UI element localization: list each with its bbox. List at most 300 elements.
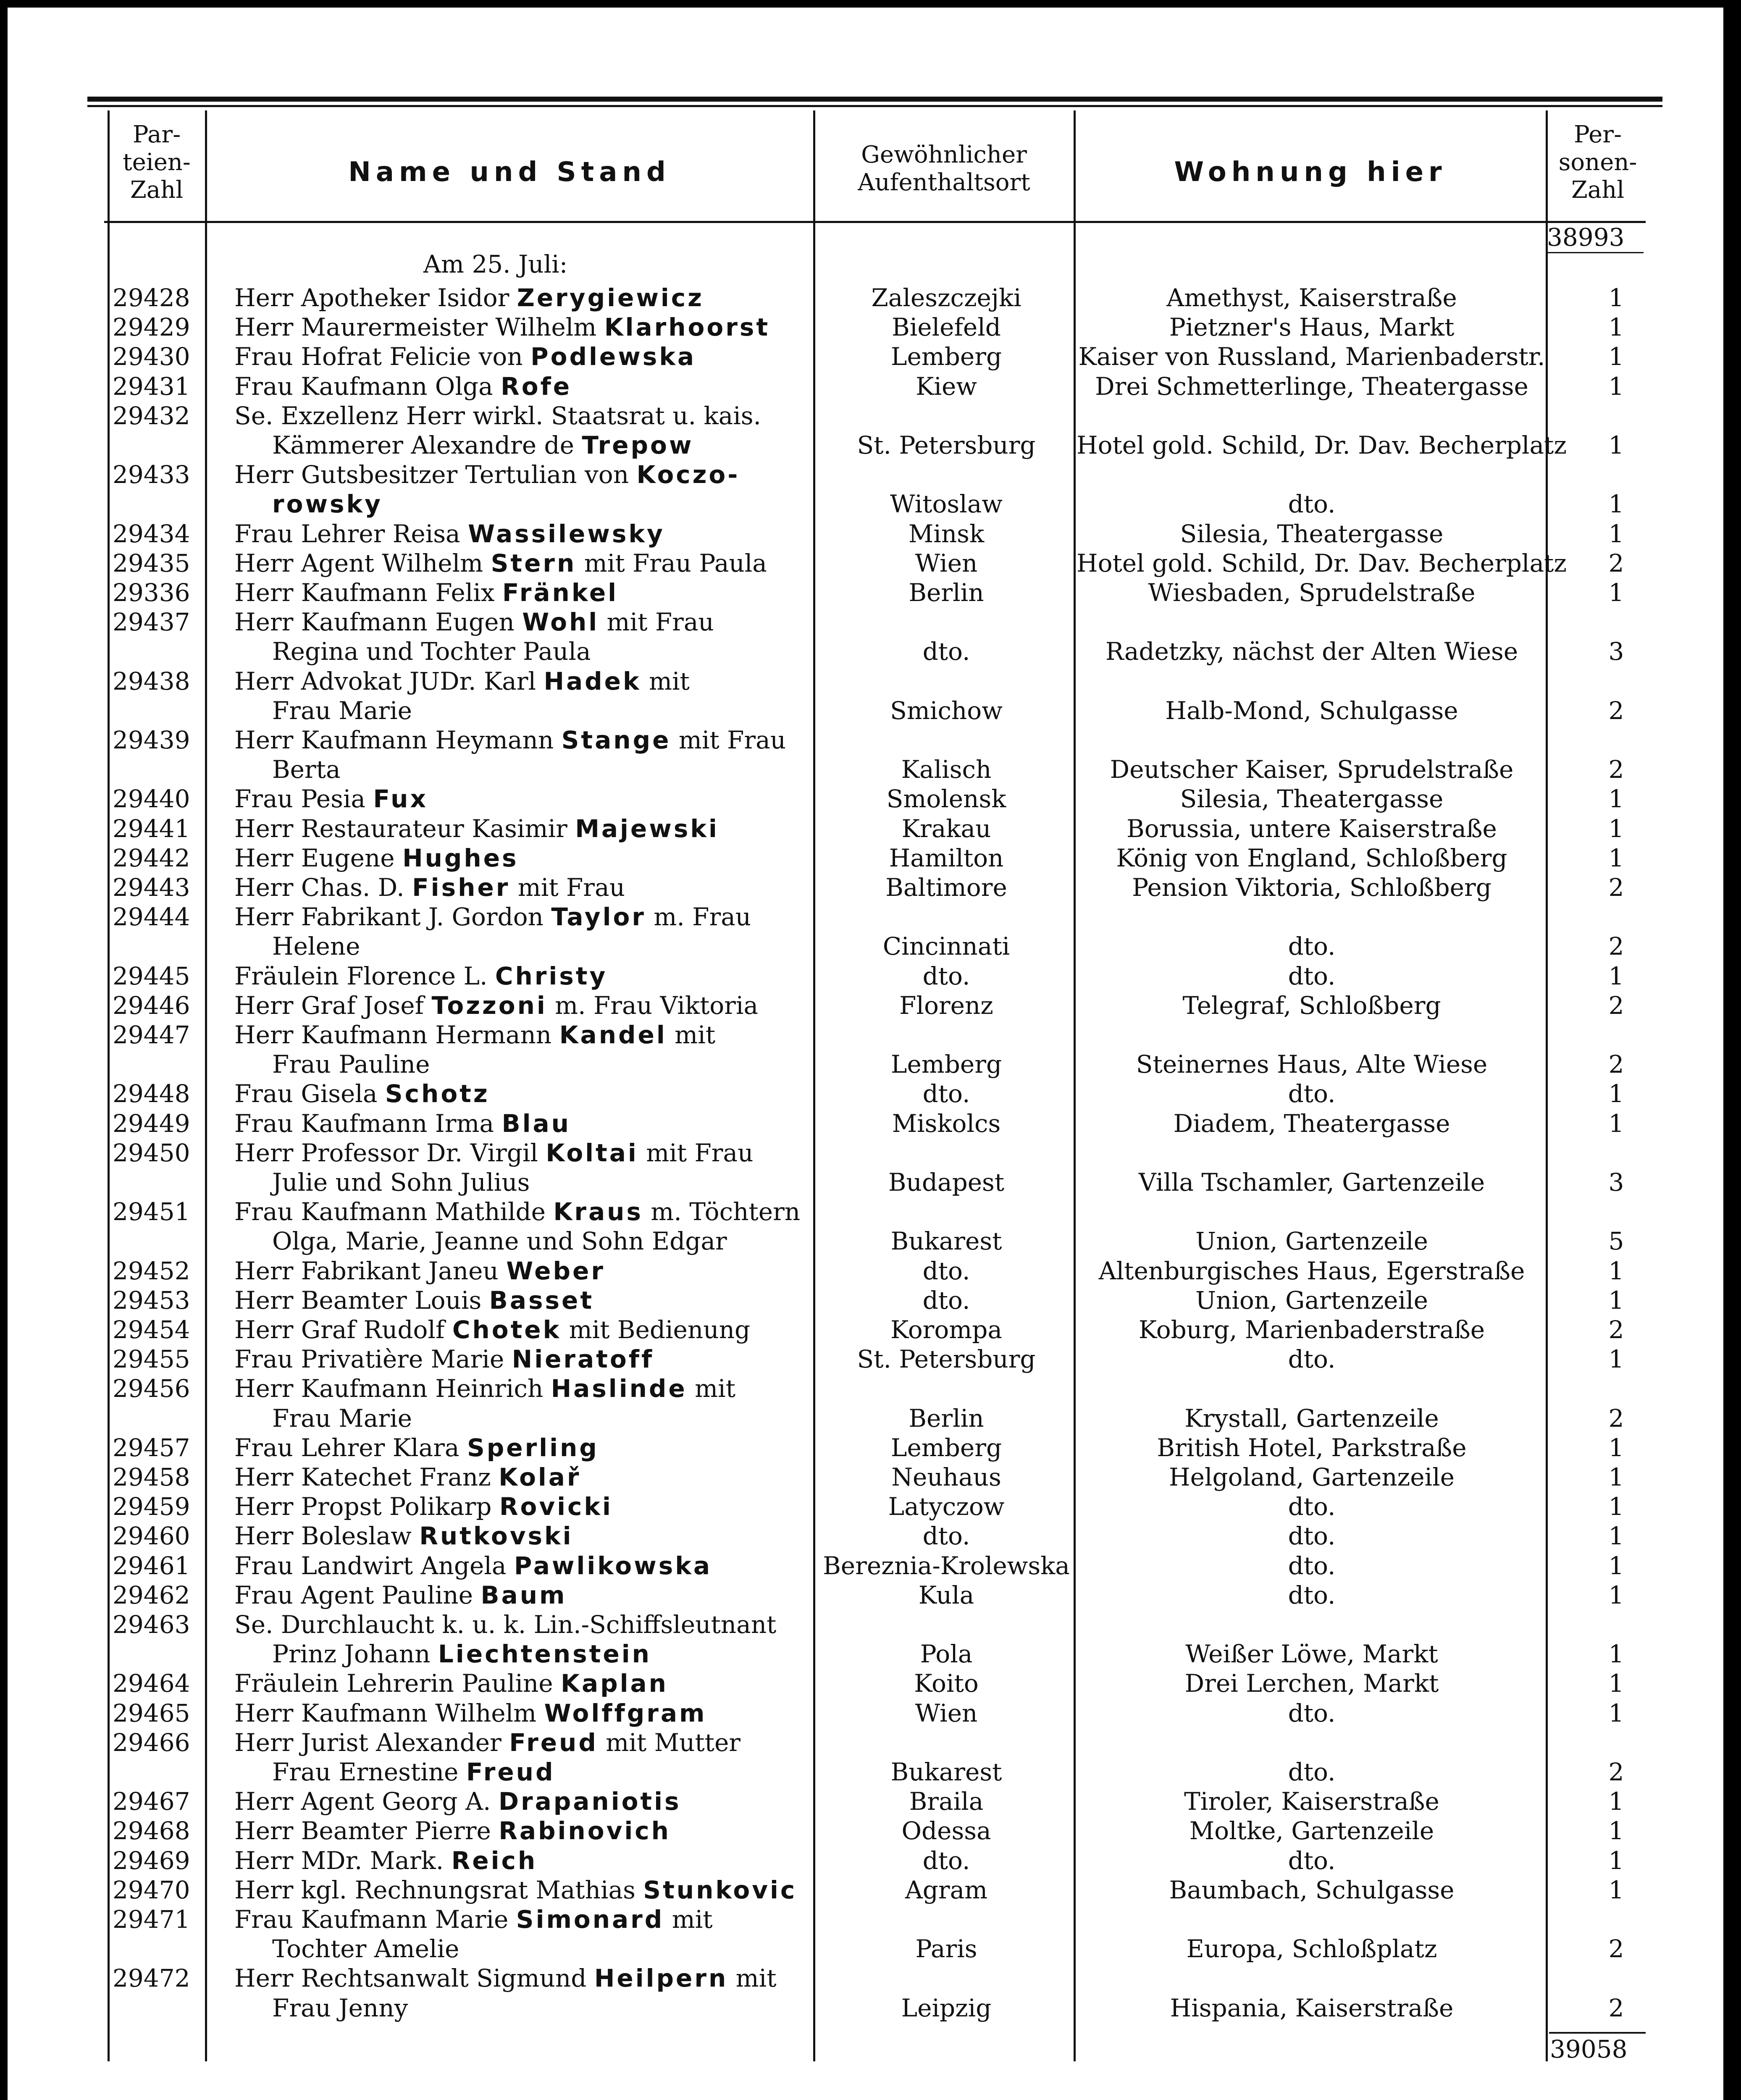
- entry-name-line: [234, 374, 572, 399]
- entry-name-prefix: Frau Kaufmann Olga: [234, 372, 501, 401]
- person-count: 2: [1608, 991, 1624, 1020]
- usual-residence: Wien: [915, 1698, 978, 1727]
- usual-residence: Koito: [914, 1669, 979, 1698]
- entry-surname: Kraus: [553, 1197, 643, 1226]
- usual-residence: Kalisch: [901, 755, 992, 784]
- party-number: 29450: [113, 1138, 190, 1167]
- entry-surname: Stange: [561, 726, 671, 754]
- entry-name-line: [234, 1816, 671, 1845]
- entry-name-line: [234, 1256, 605, 1285]
- entry-name-prefix: Herr Fabrikant J. Gordon: [234, 903, 551, 932]
- lodging-here: Steinernes Haus, Alte Wiese: [1136, 1050, 1488, 1079]
- entry-surname: Chotek: [452, 1315, 562, 1344]
- entry-name-continuation: [234, 757, 341, 782]
- usual-residence: dto.: [922, 637, 970, 666]
- lodging-here: British Hotel, Parkstraße: [1157, 1433, 1467, 1462]
- party-number: 29461: [113, 1551, 190, 1580]
- person-count: 1: [1608, 814, 1624, 843]
- entry-name-line: [234, 344, 696, 369]
- person-count: 1: [1608, 1492, 1624, 1521]
- usual-residence: dto.: [922, 961, 970, 990]
- entry-name-line: [234, 1612, 776, 1637]
- entry-name-prefix: Frau Lehrer Klara: [234, 1433, 467, 1462]
- entry-name-prefix: Herr Graf Josef: [234, 991, 432, 1020]
- entry-surname: Podlewska: [530, 342, 696, 371]
- entry-name-prefix: Herr Eugene: [234, 843, 403, 872]
- lodging-here: Radetzky, nächst der Alten Wiese: [1105, 637, 1518, 666]
- entry-name-prefix: Herr Apotheker Isidor: [234, 284, 517, 312]
- entry-surname: Basset: [489, 1286, 594, 1315]
- usual-residence: Zaleszczejki: [871, 284, 1021, 312]
- person-count: 1: [1608, 1846, 1624, 1875]
- entry-name-continuation: [234, 1640, 651, 1669]
- entry-surname: Fisher: [412, 873, 510, 902]
- entry-name-suffix: m. Frau Viktoria: [547, 991, 759, 1020]
- entry-name-prefix: Herr Propst Polikarp: [234, 1492, 499, 1521]
- entry-name-continuation: [234, 639, 591, 664]
- usual-residence: dto.: [922, 1522, 970, 1551]
- lodging-here: Amethyst, Kaiserstraße: [1166, 284, 1457, 312]
- entry-name-line: [234, 519, 665, 548]
- party-number: 29448: [113, 1079, 190, 1108]
- person-count: 1: [1608, 1109, 1624, 1138]
- entry-surname: Hughes: [402, 843, 519, 872]
- person-count: 1: [1608, 284, 1624, 312]
- person-count: 1: [1608, 1698, 1624, 1727]
- party-number: 29468: [113, 1816, 190, 1845]
- person-count: 1: [1608, 578, 1624, 607]
- header-persons-line1: Per-: [1574, 121, 1622, 148]
- entry-surname: Kolař: [499, 1463, 581, 1491]
- entry-name-continuation: [234, 932, 360, 961]
- entry-name-line: [234, 728, 786, 752]
- entry-name-suffix: mit Frau: [638, 1138, 754, 1167]
- entry-name-prefix: Se. Durchlaucht k. u. k. Lin.-Schiffsleutnant: [234, 1610, 777, 1639]
- entry-name-prefix: Herr kgl. Rechnungsrat Mathias: [234, 1875, 643, 1904]
- entry-name-prefix: Se. Exzellenz Herr wirkl. Staatsrat u. kais.: [234, 401, 761, 430]
- entry-name-suffix: m. Töchtern: [643, 1197, 801, 1226]
- entry-name-prefix: Herr Professor Dr. Virgil: [234, 1138, 546, 1167]
- lodging-here: Weißer Löwe, Markt: [1185, 1640, 1438, 1669]
- person-count: 1: [1608, 1551, 1624, 1580]
- lodging-here: König von England, Schloßberg: [1116, 843, 1507, 872]
- entry-surname: Rofe: [501, 372, 572, 401]
- entry-name-suffix: mit Frau Paula: [576, 549, 767, 578]
- party-number: 29430: [113, 342, 190, 371]
- person-count: 1: [1608, 1345, 1624, 1374]
- header-party-count: [108, 121, 205, 204]
- usual-residence: Bielefeld: [892, 313, 1001, 342]
- entry-surname: Rutkovski: [419, 1522, 573, 1551]
- entry-surname: Hadek: [544, 667, 641, 696]
- register-sheet: [8, 8, 1723, 2100]
- usual-residence: Budapest: [888, 1168, 1005, 1197]
- lodging-here: Europa, Schloßplatz: [1186, 1935, 1437, 1964]
- usual-residence: Braila: [909, 1787, 984, 1816]
- party-number: 29444: [113, 903, 190, 932]
- entry-name-prefix: Fräulein Lehrerin Pauline: [234, 1669, 561, 1698]
- party-number: 29465: [113, 1698, 190, 1727]
- party-number: 29441: [113, 814, 190, 843]
- lodging-here: Helgoland, Gartenzeile: [1169, 1463, 1455, 1491]
- lodging-here: Baumbach, Schulgasse: [1169, 1875, 1455, 1904]
- entry-surname: Taylor: [551, 903, 646, 932]
- lodging-here: Telegraf, Schloßberg: [1182, 991, 1441, 1020]
- entry-name-line: [234, 1580, 567, 1609]
- lodging-here: Koburg, Marienbaderstraße: [1138, 1315, 1485, 1344]
- party-number: 29440: [113, 785, 190, 814]
- entry-name-prefix: Herr Kaufmann Heymann: [234, 726, 562, 754]
- usual-residence: dto.: [922, 1286, 970, 1315]
- entry-name-line: [234, 875, 625, 900]
- header-rule: [104, 221, 1646, 223]
- entry-surname: Fux: [373, 785, 428, 814]
- lodging-here: dto.: [1288, 1522, 1336, 1551]
- entry-name-line: [234, 1551, 712, 1580]
- entry-surname: Sperling: [467, 1433, 599, 1462]
- party-number: 29460: [113, 1522, 190, 1551]
- party-number: 29432: [113, 401, 190, 430]
- party-number: 29471: [113, 1905, 190, 1934]
- person-count: 3: [1608, 1168, 1624, 1197]
- usual-residence: Minsk: [908, 519, 985, 548]
- person-count: 1: [1608, 1463, 1624, 1491]
- party-number: 29472: [113, 1964, 190, 1993]
- person-count: 1: [1608, 1875, 1624, 1904]
- entry-surname: Stern: [491, 549, 577, 578]
- lodging-here: Pietzner's Haus, Markt: [1169, 313, 1455, 342]
- entry-name-prefix: Herr Restaurateur Kasimir: [234, 814, 575, 843]
- lodging-here: dto.: [1288, 1079, 1336, 1108]
- person-count: 1: [1608, 1669, 1624, 1698]
- entry-name-continuation-text: Kämmerer Alexandre de: [272, 431, 582, 459]
- entry-name-line: [234, 1907, 713, 1932]
- entry-surname: Pawlikowska: [514, 1551, 712, 1580]
- entry-name-line: [234, 401, 761, 430]
- usual-residence: Witoslaw: [890, 490, 1003, 519]
- party-number: 29443: [113, 873, 190, 902]
- entry-surname: Freud: [509, 1728, 598, 1757]
- lodging-here: Deutscher Kaiser, Sprudelstraße: [1110, 755, 1514, 784]
- person-count: 2: [1608, 1050, 1624, 1079]
- party-number: 29454: [113, 1315, 190, 1344]
- person-count: 2: [1608, 1993, 1624, 2022]
- lodging-here: Hotel gold. Schild, Dr. Dav. Becherplatz: [1077, 549, 1567, 578]
- person-count: 2: [1608, 1935, 1624, 1964]
- entry-surname: rowsky: [272, 490, 383, 519]
- entry-name-prefix: Herr Gutsbesitzer Tertulian von: [234, 460, 637, 489]
- entry-name-line: [234, 1079, 490, 1108]
- header-persons-line2: sonen-: [1558, 149, 1637, 176]
- person-count: 1: [1608, 519, 1624, 548]
- person-count: 2: [1608, 1758, 1624, 1786]
- entry-surname: Wassilewsky: [468, 519, 665, 548]
- usual-residence: Krakau: [901, 814, 991, 843]
- usual-residence: Agram: [905, 1875, 988, 1904]
- entry-name-prefix: Herr Advokat JUDr. Karl: [234, 667, 544, 696]
- usual-residence: Neuhaus: [891, 1463, 1001, 1491]
- party-number: 29449: [113, 1109, 190, 1138]
- person-count: 2: [1608, 873, 1624, 902]
- entry-name-prefix: Herr Kaufmann Hermann: [234, 1021, 559, 1049]
- entry-name-prefix: Herr Agent Wilhelm: [234, 549, 491, 578]
- entry-name-prefix: Frau Pesia: [234, 785, 373, 814]
- entry-surname: Drapaniotis: [498, 1787, 681, 1816]
- entry-name-prefix: Herr Katechet Franz: [234, 1463, 499, 1491]
- usual-residence: Wien: [915, 549, 978, 578]
- person-count: 1: [1608, 1787, 1624, 1816]
- entry-surname: Klarhoorst: [604, 313, 770, 342]
- lodging-here: Diadem, Theatergasse: [1173, 1109, 1450, 1138]
- person-count: 1: [1608, 342, 1624, 371]
- entry-name-suffix: mit Bedienung: [561, 1315, 751, 1344]
- entry-name-prefix: Herr Fabrikant Janeu: [234, 1256, 507, 1285]
- entry-name-line: [234, 1345, 654, 1374]
- entry-name-line: [234, 816, 719, 841]
- usual-residence: dto.: [922, 1846, 970, 1875]
- usual-residence: Leipzig: [901, 1993, 992, 2022]
- lodging-here: dto.: [1288, 1758, 1336, 1786]
- party-number: 29464: [113, 1669, 190, 1698]
- person-count: 2: [1608, 1404, 1624, 1433]
- entry-name-line: [234, 549, 767, 578]
- entry-name-line: [234, 1023, 715, 1047]
- usual-residence: Odessa: [901, 1816, 991, 1845]
- entry-name-prefix: Herr Maurermeister Wilhelm: [234, 313, 604, 342]
- entry-name-line: [234, 1111, 571, 1136]
- entry-surname: Koczo-: [636, 460, 740, 489]
- lodging-here: Union, Gartenzeile: [1195, 1227, 1428, 1256]
- entry-name-suffix: mit: [664, 1905, 713, 1934]
- entry-name-line: [234, 1698, 707, 1727]
- entry-name-prefix: Herr Agent Georg A.: [234, 1787, 499, 1816]
- entry-surname: Baum: [481, 1580, 567, 1609]
- entry-name-line: [234, 580, 618, 605]
- entry-name-continuation-text: Berta: [272, 755, 341, 784]
- usual-residence: Smichow: [890, 696, 1003, 725]
- usual-residence: dto.: [922, 1256, 970, 1285]
- party-number: 29456: [113, 1374, 190, 1403]
- person-count: 1: [1608, 843, 1624, 872]
- party-number: 29470: [113, 1875, 190, 1904]
- lodging-here: Drei Lerchen, Markt: [1184, 1669, 1439, 1698]
- person-count: 3: [1608, 637, 1624, 666]
- entry-surname: Wolffgram: [544, 1698, 707, 1727]
- person-count: 1: [1608, 1816, 1624, 1845]
- entry-name-line: [234, 1315, 751, 1344]
- header-residence-line1: Gewöhnlicher: [861, 141, 1027, 168]
- person-count: 1: [1608, 961, 1624, 990]
- entry-name-line: [234, 993, 758, 1018]
- person-count: 1: [1608, 785, 1624, 814]
- entry-name-line: [234, 785, 428, 814]
- col-line-1: [108, 110, 110, 2061]
- entry-name-prefix: Frau Agent Pauline: [234, 1580, 481, 1609]
- entry-surname: Schotz: [385, 1079, 490, 1108]
- entry-name-continuation: [234, 1168, 530, 1197]
- header-party-line2: teien-: [123, 149, 191, 176]
- usual-residence: Miskolcs: [892, 1109, 1001, 1138]
- usual-residence: Cincinnati: [882, 932, 1010, 961]
- entry-surname: Stunkovic: [643, 1875, 797, 1904]
- party-number: 29466: [113, 1728, 190, 1757]
- party-number: 29457: [113, 1433, 190, 1462]
- entry-name-prefix: Herr Graf Rudolf: [234, 1315, 452, 1344]
- lodging-here: Krystall, Gartenzeile: [1184, 1404, 1439, 1433]
- entry-name-prefix: Herr Rechtsanwalt Sigmund: [234, 1964, 594, 1993]
- entry-name-prefix: Herr Chas. D.: [234, 873, 412, 902]
- usual-residence: Berlin: [909, 1404, 984, 1433]
- usual-residence: Lemberg: [890, 1050, 1002, 1079]
- entry-name-prefix: Frau Kaufmann Mathilde: [234, 1197, 554, 1226]
- entry-name-line: [234, 1465, 581, 1489]
- header-person-count: [1547, 121, 1648, 204]
- entry-name-line: [234, 1494, 613, 1519]
- entry-surname: Tozzoni: [431, 991, 547, 1020]
- entry-surname: Rovicki: [499, 1492, 613, 1521]
- entry-surname: Liechtenstein: [438, 1640, 651, 1669]
- party-number: 29442: [113, 843, 190, 872]
- entry-name-prefix: Fräulein Florence L.: [234, 961, 495, 990]
- entry-name-line: [234, 286, 704, 310]
- entry-surname: Christy: [495, 961, 608, 990]
- entry-surname: Freud: [466, 1758, 555, 1786]
- lodging-here: dto.: [1288, 1580, 1336, 1609]
- usual-residence: Berlin: [909, 578, 984, 607]
- lodging-here: dto.: [1288, 1345, 1336, 1374]
- footer-rule: [1549, 2032, 1646, 2034]
- party-number: 29428: [113, 284, 190, 312]
- entry-name-line: [234, 1875, 797, 1904]
- entry-name-prefix: Frau Privatière Marie: [234, 1345, 512, 1374]
- entry-name-prefix: Herr Jurist Alexander: [234, 1728, 509, 1757]
- entry-name-line: [234, 1848, 537, 1873]
- entry-name-prefix: Herr Beamter Louis: [234, 1286, 489, 1315]
- entry-name-line: [234, 313, 770, 342]
- party-number: 29435: [113, 549, 190, 578]
- entry-surname: Rabinovich: [499, 1816, 671, 1845]
- entry-name-continuation: [234, 433, 693, 457]
- usual-residence: Pola: [920, 1640, 973, 1669]
- usual-residence: Latyczow: [888, 1492, 1005, 1521]
- entry-name-continuation-text: Regina und Tochter Paula: [272, 637, 591, 666]
- entry-name-suffix: mit: [687, 1374, 736, 1403]
- entry-name-prefix: Frau Gisela: [234, 1079, 385, 1108]
- entry-name-continuation-text: Tochter Amelie: [272, 1935, 460, 1964]
- header-persons-line3: Zahl: [1571, 176, 1625, 204]
- party-number: 29439: [113, 726, 190, 754]
- entry-name-line: [234, 1522, 573, 1551]
- entry-surname: Haslinde: [551, 1374, 687, 1403]
- lodging-here: dto.: [1288, 1846, 1336, 1875]
- person-count: 2: [1608, 549, 1624, 578]
- entry-name-suffix: mit Frau: [671, 726, 786, 754]
- entry-name-line: [234, 961, 608, 990]
- entry-name-continuation: [234, 1935, 460, 1964]
- lodging-here: Tiroler, Kaiserstraße: [1184, 1787, 1439, 1816]
- person-count: 1: [1608, 1079, 1624, 1108]
- lodging-here: Moltke, Gartenzeile: [1189, 1816, 1434, 1845]
- party-number: 29462: [113, 1580, 190, 1609]
- person-count: 2: [1608, 755, 1624, 784]
- entry-name-line: [234, 1671, 668, 1696]
- entry-surname: Blau: [502, 1109, 571, 1138]
- entry-name-line: [234, 903, 751, 932]
- lodging-here: dto.: [1288, 1551, 1336, 1580]
- lodging-here: Villa Tschamler, Gartenzeile: [1138, 1168, 1485, 1197]
- lodging-here: Kaiser von Russland, Marienbaderstr.: [1078, 342, 1545, 371]
- person-count: 1: [1608, 372, 1624, 401]
- entry-surname: Fränkel: [502, 578, 619, 607]
- lodging-here: Altenburgisches Haus, Egerstraße: [1098, 1256, 1525, 1285]
- party-number: 29447: [113, 1021, 190, 1049]
- entry-name-prefix: Herr Beamter Pierre: [234, 1816, 499, 1845]
- entry-name-line: [234, 1730, 741, 1755]
- party-number: 29437: [113, 608, 190, 637]
- lodging-here: Union, Gartenzeile: [1195, 1286, 1428, 1315]
- entry-name-prefix: Herr Kaufmann Heinrich: [234, 1374, 551, 1403]
- party-number: 29433: [113, 460, 190, 489]
- entry-name-prefix: Herr Boleslaw: [234, 1522, 420, 1551]
- person-count: 2: [1608, 1315, 1624, 1344]
- party-number: 29431: [113, 372, 190, 401]
- usual-residence: St. Petersburg: [857, 431, 1036, 459]
- lodging-here: Drei Schmetterlinge, Theatergasse: [1095, 372, 1528, 401]
- person-count: 1: [1608, 1433, 1624, 1462]
- person-count: 2: [1608, 696, 1624, 725]
- usual-residence: Lemberg: [890, 1433, 1002, 1462]
- party-number: 29429: [113, 313, 190, 342]
- header-residence-line2: Aufenthaltsort: [858, 169, 1030, 197]
- lodging-here: Silesia, Theatergasse: [1180, 519, 1444, 548]
- header-usual-residence: [815, 141, 1073, 197]
- party-number: 29463: [113, 1610, 190, 1639]
- lodging-here: Halb-Mond, Schulgasse: [1165, 696, 1458, 725]
- party-number: 29467: [113, 1787, 190, 1816]
- party-number: 29469: [113, 1846, 190, 1875]
- lodging-here: Silesia, Theatergasse: [1180, 785, 1444, 814]
- lodging-here: Borussia, untere Kaiserstraße: [1127, 814, 1497, 843]
- entry-surname: Weber: [506, 1256, 605, 1285]
- entry-name-line: [234, 462, 740, 487]
- col-line-2: [205, 110, 207, 2061]
- entry-name-prefix: Frau Landwirt Angela: [234, 1551, 514, 1580]
- usual-residence: Kula: [918, 1580, 974, 1609]
- usual-residence: Baltimore: [885, 873, 1007, 902]
- usual-residence: Florenz: [899, 991, 993, 1020]
- entry-name-prefix: Herr Kaufmann Felix: [234, 578, 502, 607]
- entry-surname: Kandel: [559, 1021, 667, 1049]
- entry-name-suffix: mit: [641, 667, 690, 696]
- entry-name-line: [234, 1789, 681, 1814]
- header-party-line3: Zahl: [130, 176, 184, 204]
- entry-name-line: [234, 1376, 735, 1401]
- party-number: 29452: [113, 1256, 190, 1285]
- person-count: 1: [1608, 1580, 1624, 1609]
- party-number: 29455: [113, 1345, 190, 1374]
- party-number: 29459: [113, 1492, 190, 1521]
- entry-surname: Trepow: [582, 431, 694, 459]
- usual-residence: St. Petersburg: [857, 1345, 1036, 1374]
- lodging-here: Hispania, Kaiserstraße: [1170, 1993, 1454, 2022]
- entry-name-continuation: [234, 1760, 555, 1784]
- person-count: 2: [1608, 932, 1624, 961]
- entry-name-suffix: m. Frau: [646, 903, 751, 932]
- entry-name-continuation: [234, 698, 412, 723]
- entry-name-continuation: [234, 1406, 412, 1431]
- entry-surname: Koltai: [546, 1138, 638, 1167]
- carry-out-total: 39058: [1550, 2035, 1628, 2063]
